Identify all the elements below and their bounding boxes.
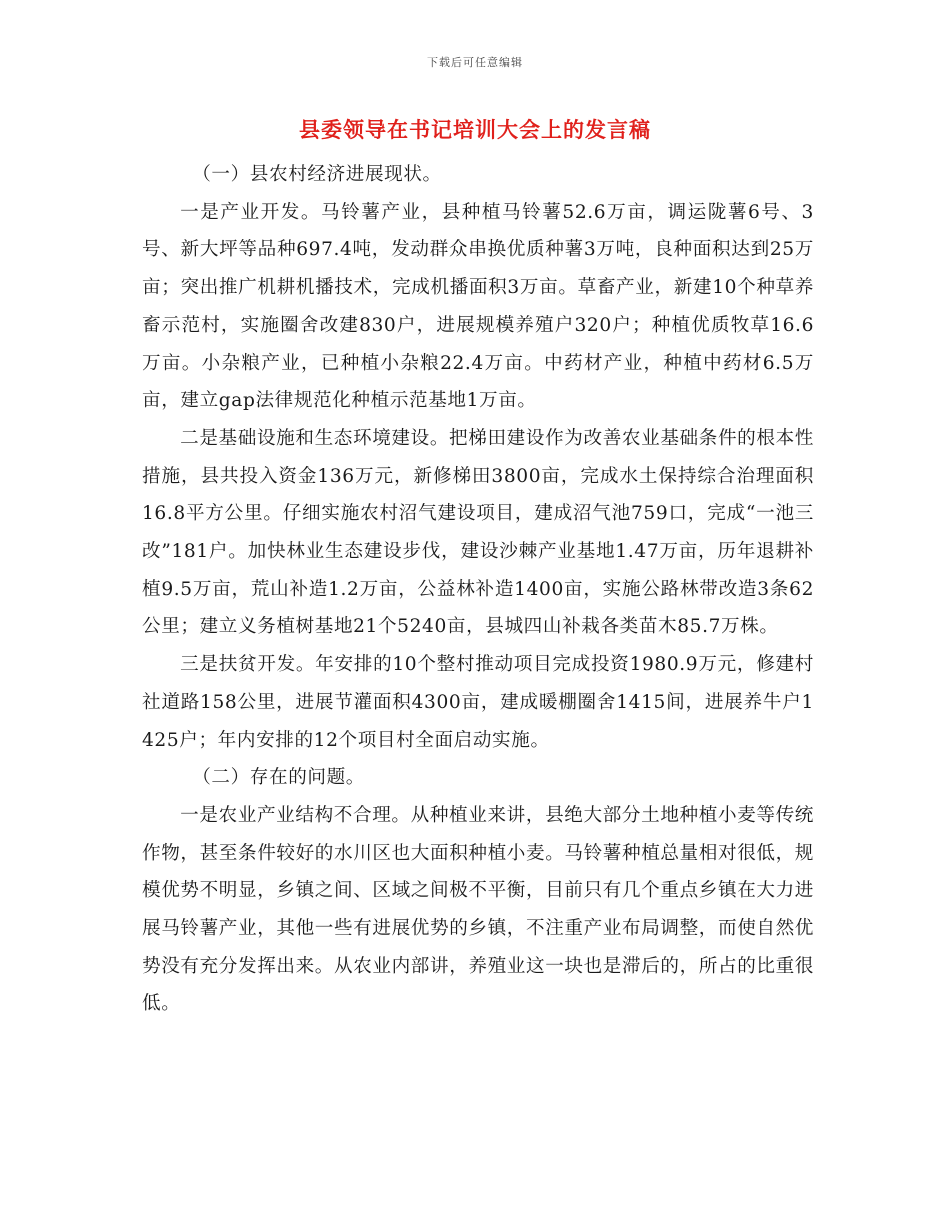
paragraph-industry-development: 一是产业开发。马铃薯产业，县种植马铃薯52.6万亩，调运陇薯6号、3号、新大坪等品种697.4吨，发动群众串换优质种薯3万吨，良种面积达到25万亩；突出推广机耕机播技术，完成机播面积3万亩。草畜产业，新建10个种草养畜示范村，实施圈舍改建830户，进展规模养殖户320户；种植优质牧草16.6万亩。小杂粮产业，已种植小杂粮22.4万亩。中药材产业，种植中药材6.5万亩，建立gap法律规范化种植示范基地1万亩。 — [142, 201, 814, 412]
paragraph-poverty-alleviation: 三是扶贫开发。年安排的10个整村推动项目完成投资1980.9万元，修建村社道路158公里，进展节灌面积4300亩，建成暖棚圈舍1415间，进展养牛户1425户；年内安排的12个项目村全面启动实施。 — [142, 654, 814, 751]
header-note: 下载后可任意编辑 — [427, 56, 523, 69]
paragraph-structure-problem: 一是农业产业结构不合理。从种植业来讲，县绝大部分土地种植小麦等传统作物，甚至条件较好的水川区也大面积种植小麦。马铃薯种植总量相对很低，规模优势不明显，乡镇之间、区域之间极不平衡，目前只有几个重点乡镇在大力进展马铃薯产业，其他一些有进展优势的乡镇，不注重产业布局调整，而使自然优势没有充分发挥出来。从农业内部讲，养殖业这一块也是滞后的，所占的比重很低。 — [142, 804, 814, 1015]
section-heading-problems: （二）存在的问题。 — [192, 767, 365, 789]
document-body — [142, 156, 814, 1023]
document-title: 县委领导在书记培训大会上的发言稿 — [299, 118, 651, 142]
paragraph-infrastructure: 二是基础设施和生态环境建设。把梯田建设作为改善农业基础条件的根本性措施，县共投入资金136万元，新修梯田3800亩，完成水土保持综合治理面积16.8平方公里。仔细实施农村沼气建设项目，建成沼气池759口，完成“一池三改”181户。加快林业生态建设步伐，建设沙棘产业基地1.47万亩，历年退耕补植9.5万亩，荒山补造1.2万亩，公益林补造1400亩，实施公路林带改造3条62公里；建立义务植树基地21个5240亩，县城四山补栽各类苗木85.7万株。 — [142, 427, 814, 638]
section-heading-status: （一）县农村经济进展现状。 — [192, 164, 442, 185]
